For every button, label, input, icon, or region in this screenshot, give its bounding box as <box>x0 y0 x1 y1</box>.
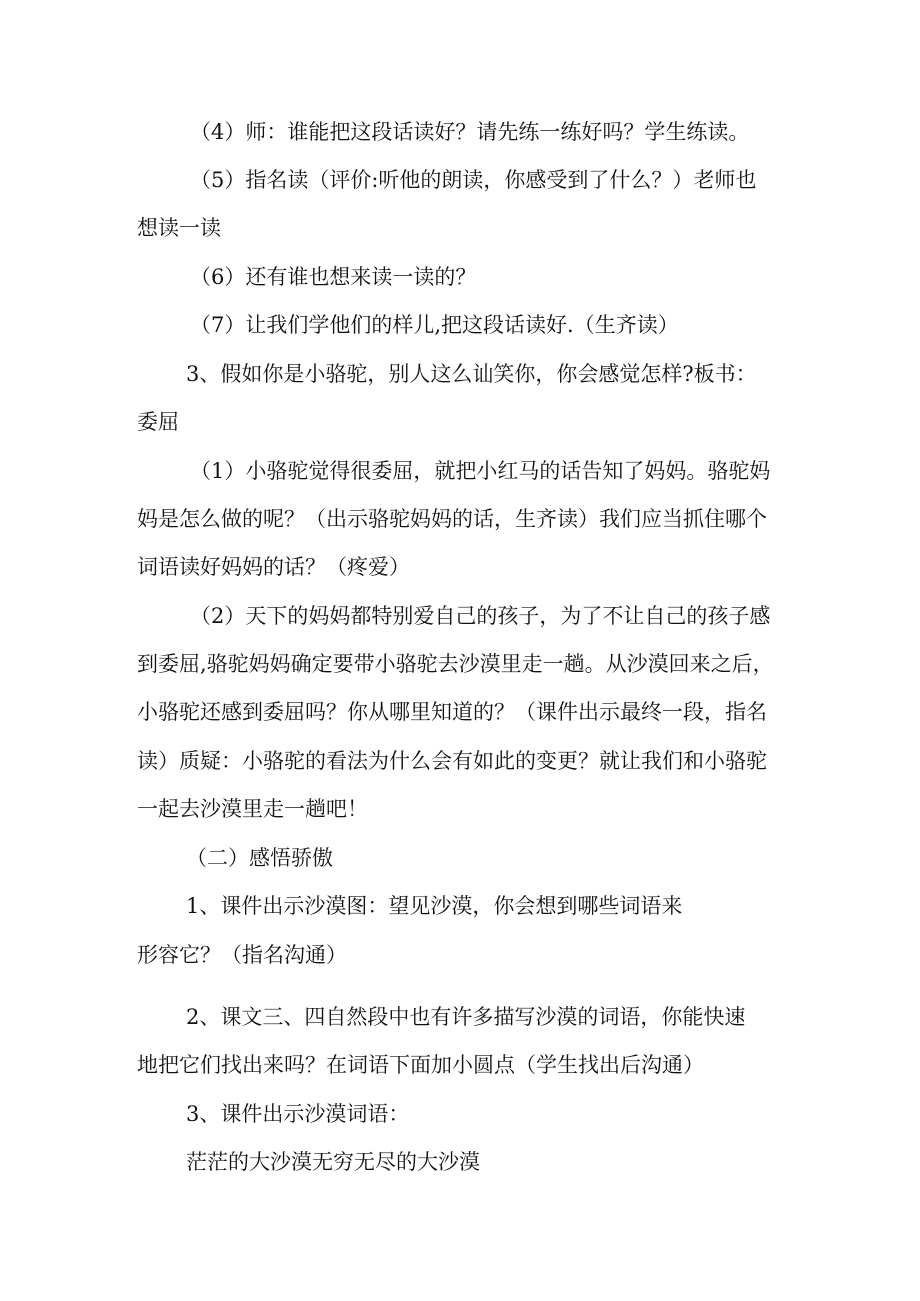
text-line: 地把它们找出来吗？在词语下面加小圆点（学生找出后沟通） <box>137 1053 704 1077</box>
text-line: 1、课件出示沙漠图：望见沙漠，你会想到哪些词语来 <box>186 894 683 918</box>
text-line: （2）天下的妈妈都特别爱自己的孩子，为了不让自己的孩子感 <box>190 604 771 628</box>
text-line: （6）还有谁也想来读一读的？ <box>190 265 477 289</box>
text-line: 3、课件出示沙漠词语： <box>186 1102 410 1126</box>
text-line: 妈是怎么做的呢？（出示骆驼妈妈的话，生齐读）我们应当抓住哪个 <box>137 507 767 531</box>
text-line: 形容它？（指名沟通） <box>137 943 347 967</box>
text-line: 想读一读 <box>137 216 221 240</box>
text-line: 小骆驼还感到委屈吗？你从哪里知道的？（课件出示最终一段，指名 <box>137 700 767 724</box>
text-line: （4）师：谁能把这段话读好？请先练一练好吗？学生练读。 <box>190 120 750 144</box>
section-heading: （二）感悟骄傲 <box>186 846 333 870</box>
text-line: 一起去沙漠里走一趟吧！ <box>137 797 368 821</box>
text-line: 2、课文三、四自然段中也有许多描写沙漠的词语，你能快速 <box>186 1005 746 1029</box>
text-line: 词语读好妈妈的话？（疼爱） <box>137 555 410 579</box>
text-line: 3、假如你是小骆驼，别人这么讪笑你，你会感觉怎样?板书： <box>186 362 757 386</box>
text-line: 茫茫的大沙漠无穷无尽的大沙漠 <box>186 1150 480 1174</box>
text-line: （5）指名读（评价:听他的朗读，你感受到了什么？）老师也 <box>190 168 757 192</box>
text-line: 读）质疑：小骆驼的看法为什么会有如此的变更？就让我们和小骆驼 <box>137 749 767 773</box>
text-line: （7）让我们学他们的样儿,把这段话读好.（生齐读） <box>190 313 679 337</box>
text-line: 到委屈,骆驼妈妈确定要带小骆驼去沙漠里走一趟。从沙漠回来之后， <box>137 652 774 676</box>
text-line: （1）小骆驼觉得很委屈，就把小红马的话告知了妈妈。骆驼妈 <box>190 459 771 483</box>
text-line: 委屈 <box>137 410 179 434</box>
